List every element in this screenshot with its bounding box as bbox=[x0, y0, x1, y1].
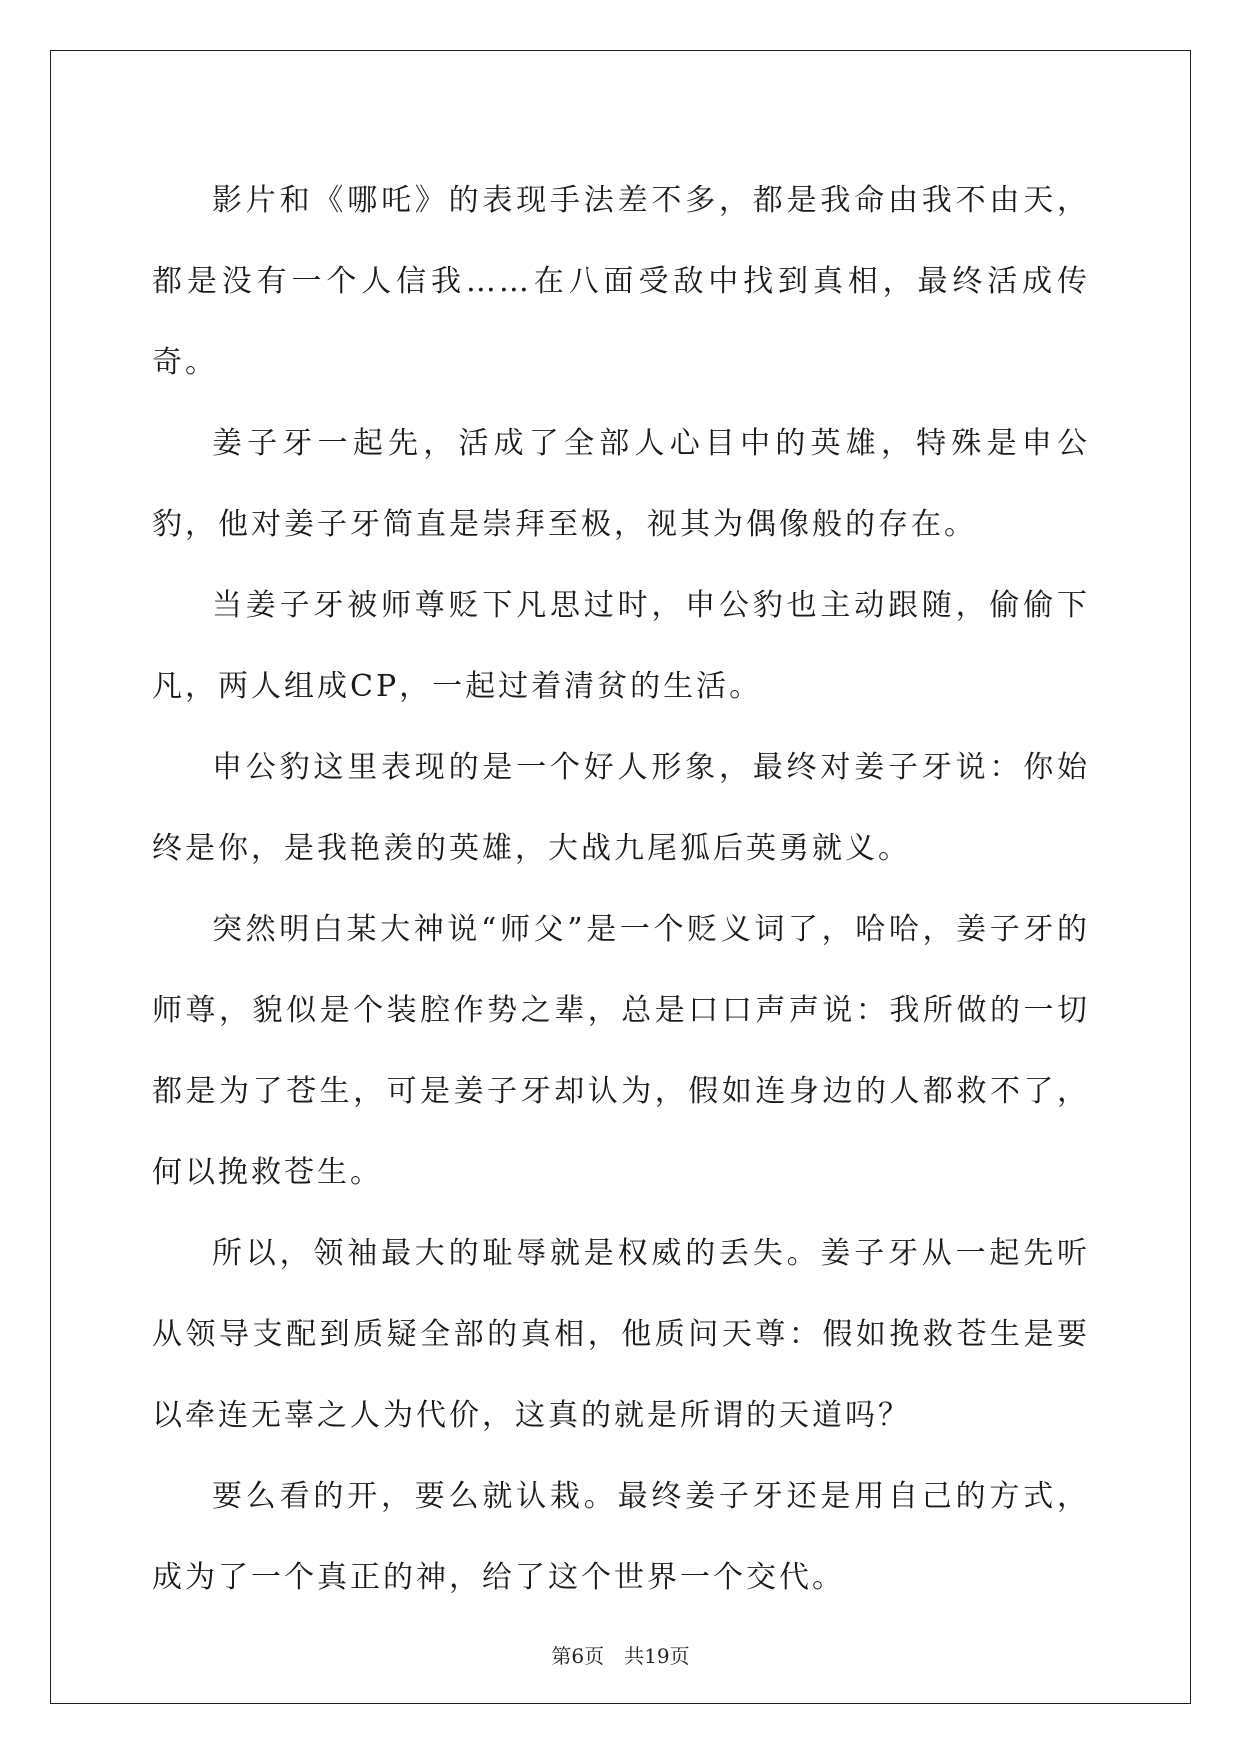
page-number: 第6页 bbox=[551, 1644, 605, 1668]
paragraph: 要么看的开，要么就认栽。最终姜子牙还是用自己的方式，成为了一个真正的神，给了这个世界一个交代。 bbox=[152, 1479, 1090, 1595]
paragraph: 当姜子牙被师尊贬下凡思过时，申公豹也主动跟随，偷偷下凡，两人组成CP，一起过着清贫的生活。 bbox=[152, 588, 1090, 704]
page-total: 共19页 bbox=[624, 1644, 690, 1668]
paragraph: 所以，领袖最大的耻辱就是权威的丢失。姜子牙从一起先听从领导支配到质疑全部的真相，他质问天尊：假如挽救苍生是要以牵连无辜之人为代价，这真的就是所谓的天道吗？ bbox=[152, 1236, 1090, 1433]
paragraph: 突然明白某大神说“师父”是一个贬义词了，哈哈，姜子牙的师尊，貌似是个装腔作势之辈，总是口口声声说：我所做的一切都是为了苍生，可是姜子牙却认为，假如连身边的人都救不了，何以挽救苍生。 bbox=[152, 912, 1090, 1190]
paragraph: 姜子牙一起先，活成了全部人心目中的英雄，特殊是申公豹，他对姜子牙简直是崇拜至极，视其为偶像般的存在。 bbox=[152, 426, 1090, 542]
document-body bbox=[152, 160, 1090, 1618]
page-footer bbox=[0, 1640, 1241, 1669]
paragraph: 申公豹这里表现的是一个好人形象，最终对姜子牙说：你始终是你，是我艳羡的英雄，大战九尾狐后英勇就义。 bbox=[152, 750, 1090, 866]
paragraph: 影片和《哪吒》的表现手法差不多，都是我命由我不由天，都是没有一个人信我……在八面受敌中找到真相，最终活成传奇。 bbox=[152, 183, 1090, 380]
